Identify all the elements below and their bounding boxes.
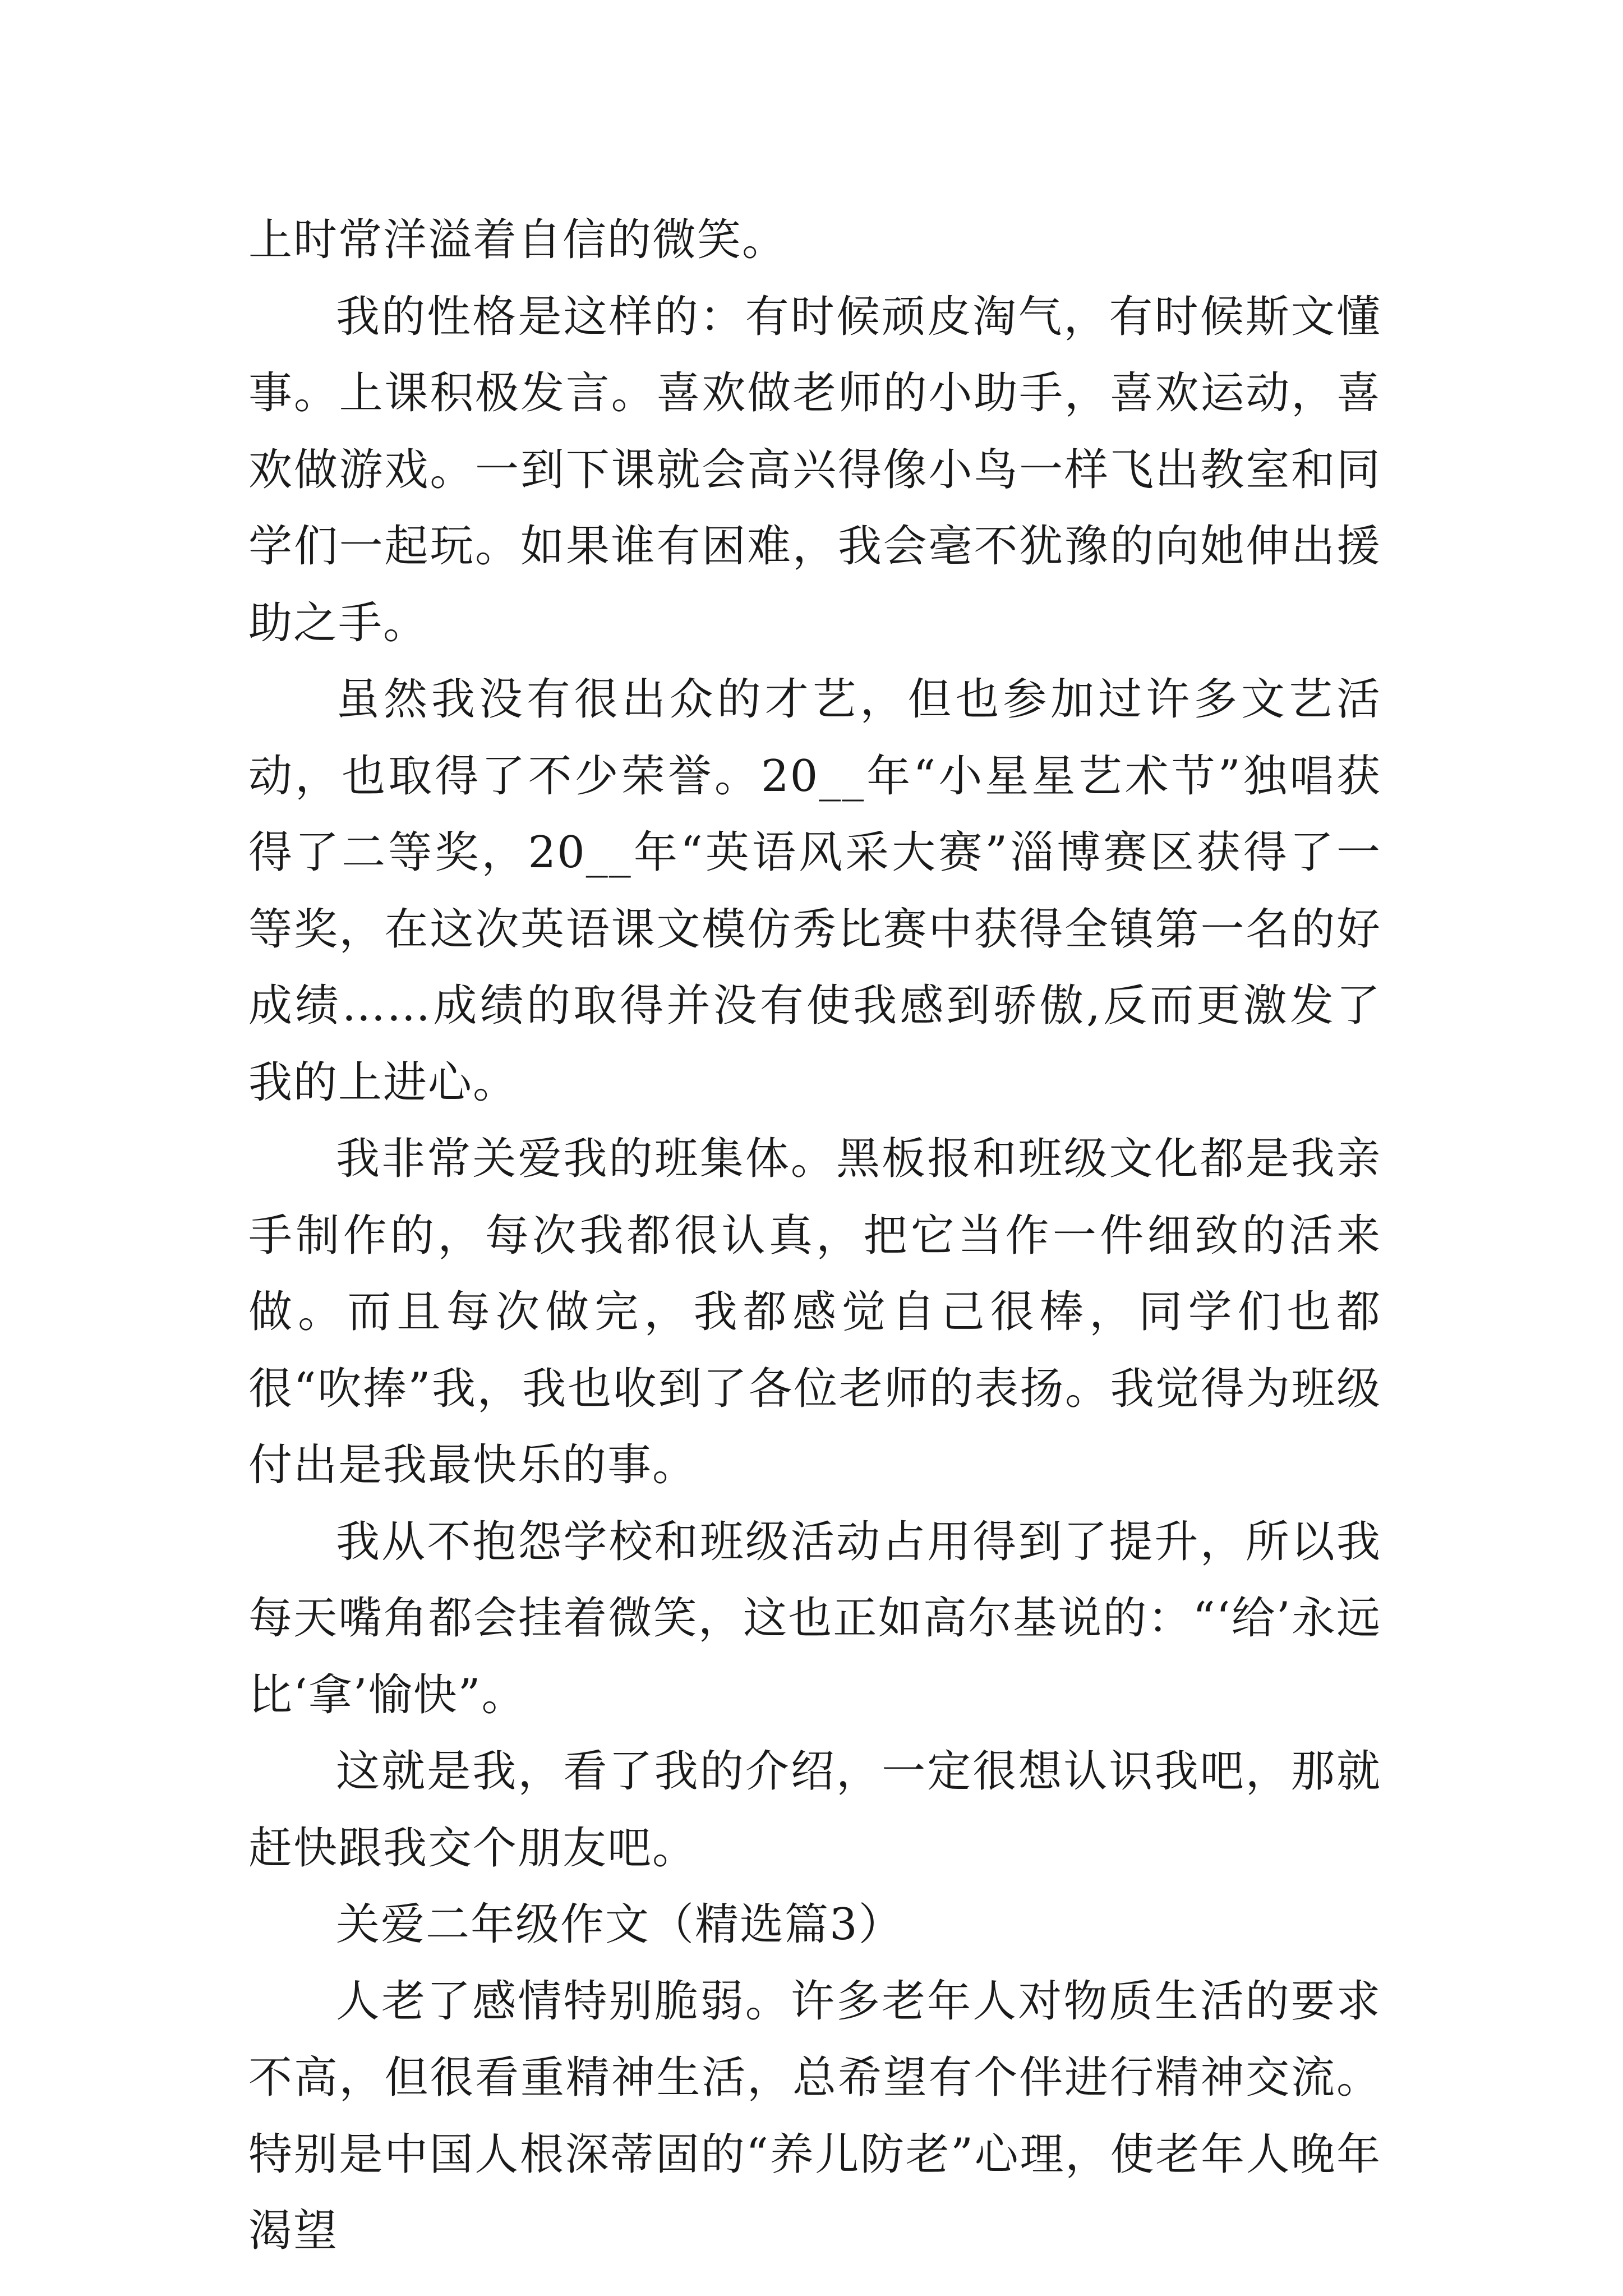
section-heading: 关爱二年级作文（精选篇3） [336, 1899, 903, 1950]
paragraph-class-care: 我非常关爱我的班集体。黑板报和班级文化都是我亲手制作的，每次我都很认真，把它当作一件细致的活来做。而且每次做完，我都感觉自己很棒，同学们也都很“吹捧”我，我也收到了各位老师的表扬。我觉得为班级付出是我最快乐的事。 [248, 1134, 1381, 1490]
paragraph-continuation: 上时常洋溢着自信的微笑。 [248, 215, 787, 265]
paragraph-closing: 这就是我，看了我的介绍，一定很想认识我吧，那就赶快跟我交个朋友吧。 [248, 1746, 1381, 1874]
paragraph-no-complaints: 我从不抱怨学校和班级活动占用得到了提升，所以我每天嘴角都会挂着微笑，这也正如高尔基说的：“‘给’永远比‘拿’愉快”。 [248, 1516, 1381, 1720]
paragraph-personality: 我的性格是这样的：有时候顽皮淘气，有时候斯文懂事。上课积极发言。喜欢做老师的小助手，喜欢运动，喜欢做游戏。一到下课就会高兴得像小鸟一样飞出教室和同学们一起玩。如果谁有困难，我会毫不犹豫的向她伸出援助之手。 [248, 291, 1381, 648]
paragraph-talents: 虽然我没有很出众的才艺，但也参加过许多文艺活动，也取得了不少荣誉。20__年“小星星艺术节”独唱获得了二等奖，20__年“英语风采大赛”淄博赛区获得了一等奖，在这次英语课文模仿秀比赛中获得全镇第一名的好成绩……成绩的取得并没有使我感到骄傲,反而更激发了我的上进心。 [248, 674, 1381, 1108]
document-body [248, 202, 1381, 2270]
paragraph-elderly: 人老了感情特别脆弱。许多老年人对物质生活的要求不高，但很看重精神生活，总希望有个伴进行精神交流。特别是中国人根深蒂固的“养儿防老”心理，使老年人晚年渴望 [248, 1976, 1381, 2256]
